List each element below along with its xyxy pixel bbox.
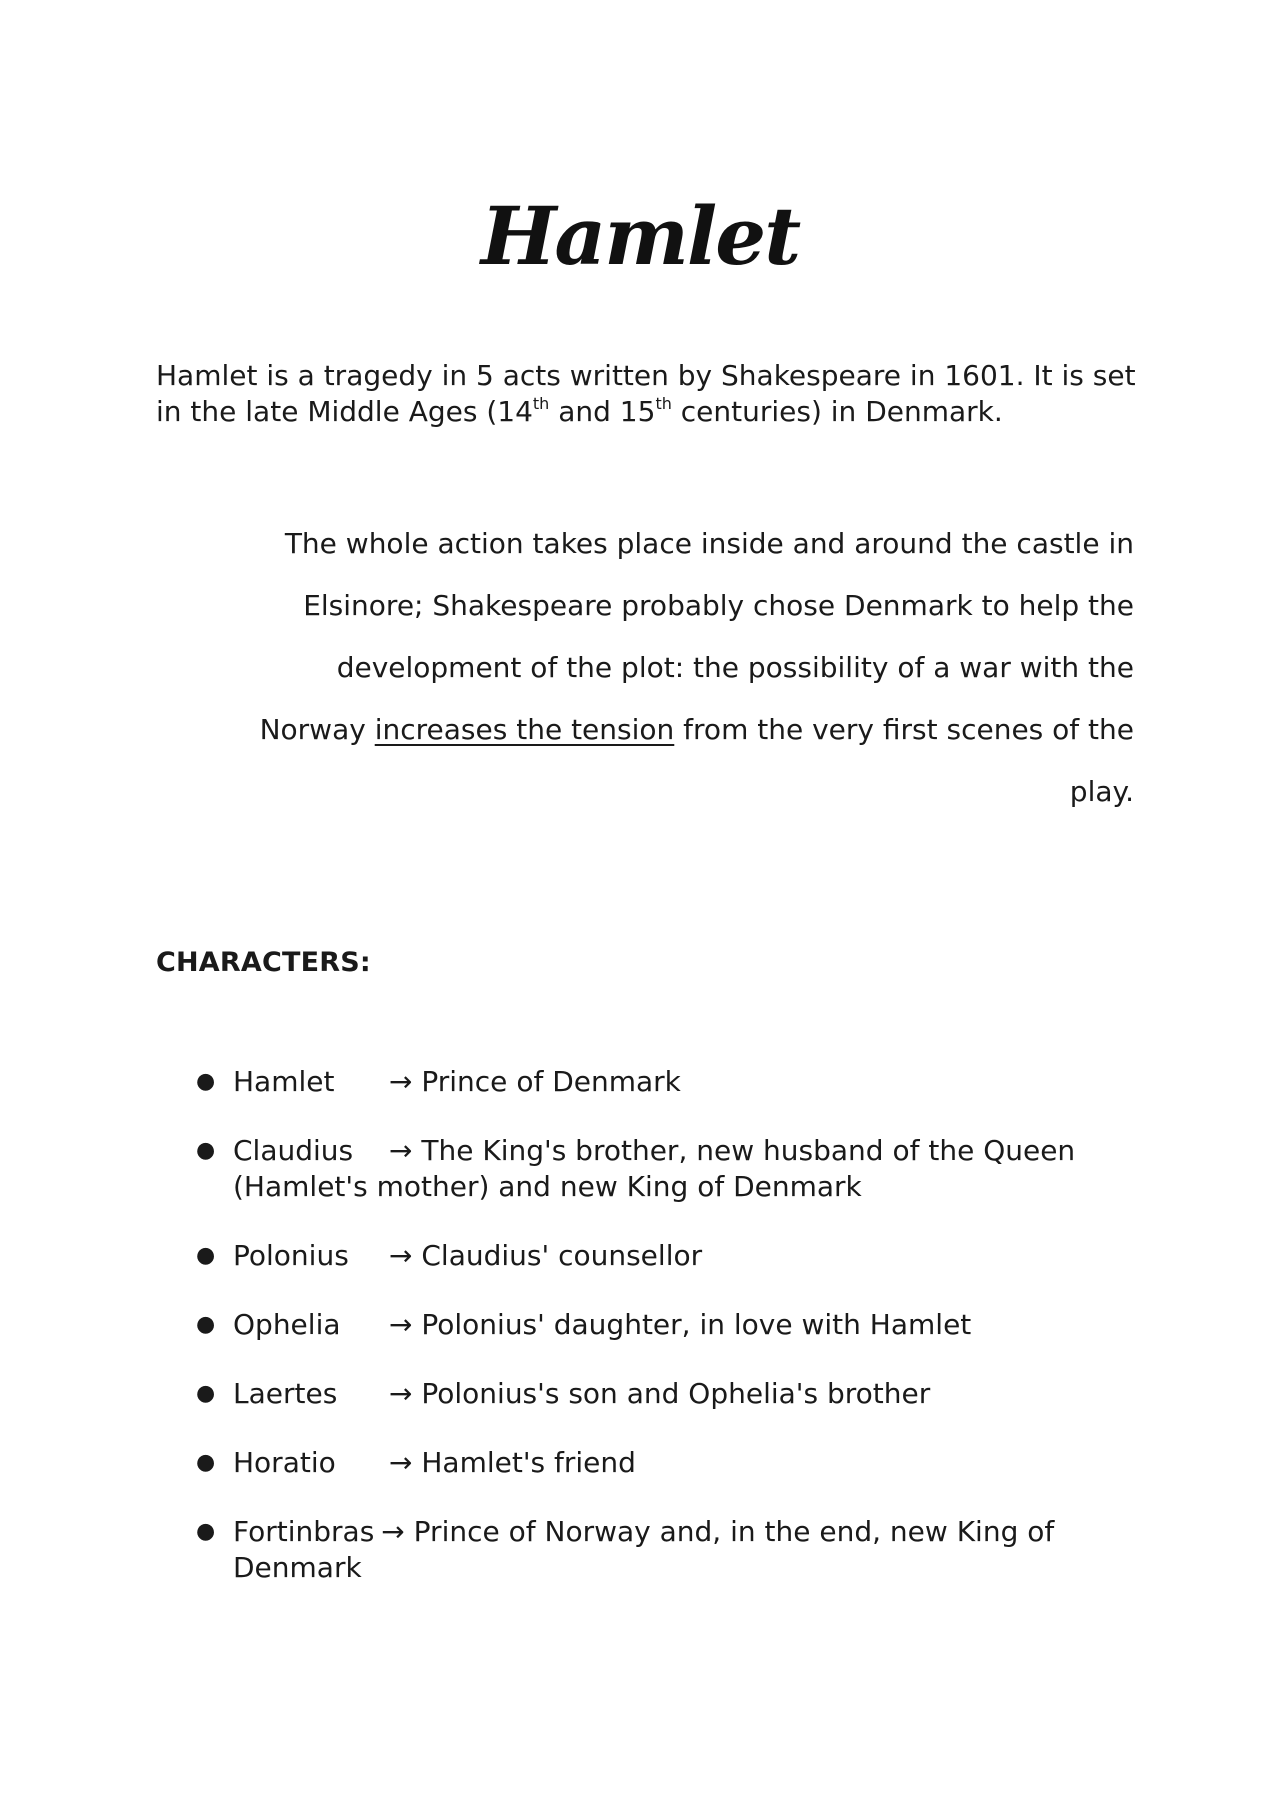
superscript-th-1: th [532, 394, 550, 413]
underlined-phrase: increases the tension [374, 713, 675, 746]
bullet-icon: ● [196, 1243, 216, 1268]
character-description: → Prince of Norway and, in the end, new King of Denmark [233, 1515, 1055, 1584]
list-item-horatio [0, 1445, 1113, 1481]
list-item-laertes [0, 1376, 1113, 1412]
character-name: Ophelia [233, 1308, 341, 1341]
character-name: Polonius [233, 1239, 349, 1272]
list-item-hamlet [0, 1064, 1113, 1100]
bullet-icon: ● [196, 1519, 216, 1544]
bullet-icon: ● [196, 1312, 216, 1337]
intro-text-3: centuries) in Denmark. [671, 395, 1003, 428]
list-item-ophelia [0, 1307, 1113, 1343]
character-description: → Hamlet's friend [389, 1446, 636, 1479]
bullet-icon: ● [196, 1138, 216, 1163]
bullet-icon: ● [196, 1381, 216, 1406]
character-description: → Claudius' counsellor [389, 1239, 703, 1272]
characters-heading: CHARACTERS: [156, 947, 371, 978]
setting-text-2: from the very first scenes of the play. [674, 713, 1134, 808]
setting-text-1: The whole action takes place inside and around the castle in Elsinore; Shakespeare probably chose Denmark to help the development of the plot: the possibility of a war with the Norway [259, 527, 1134, 746]
character-name: Horatio [233, 1446, 336, 1479]
list-item-claudius [0, 1133, 1113, 1205]
character-name: Hamlet [233, 1065, 335, 1098]
character-description: → Polonius' daughter, in love with Hamlet [389, 1308, 972, 1341]
intro-text-1: Hamlet is a tragedy in 5 acts written by Shakespeare in 1601. It is set in the late Middle Ages (14 [156, 359, 1136, 428]
character-description: → Prince of Denmark [389, 1065, 681, 1098]
character-name: Fortinbras [233, 1515, 375, 1548]
intro-paragraph [156, 358, 1156, 430]
bullet-icon: ● [196, 1069, 216, 1094]
characters-list [0, 1064, 1280, 1619]
character-description: → Polonius's son and Ophelia's brother [389, 1377, 931, 1410]
list-item-fortinbras [0, 1514, 1113, 1586]
character-name: Claudius [233, 1134, 354, 1167]
bullet-icon: ● [196, 1450, 216, 1475]
superscript-th-2: th [655, 394, 672, 413]
character-description: → The King's brother, new husband of the Queen (Hamlet's mother) and new King of Denmark [233, 1134, 1076, 1203]
character-name: Laertes [233, 1377, 338, 1410]
page-title: Hamlet [480, 189, 800, 283]
setting-paragraph [240, 513, 1134, 823]
list-item-polonius [0, 1238, 1113, 1274]
intro-text-2: and 15 [549, 395, 656, 428]
